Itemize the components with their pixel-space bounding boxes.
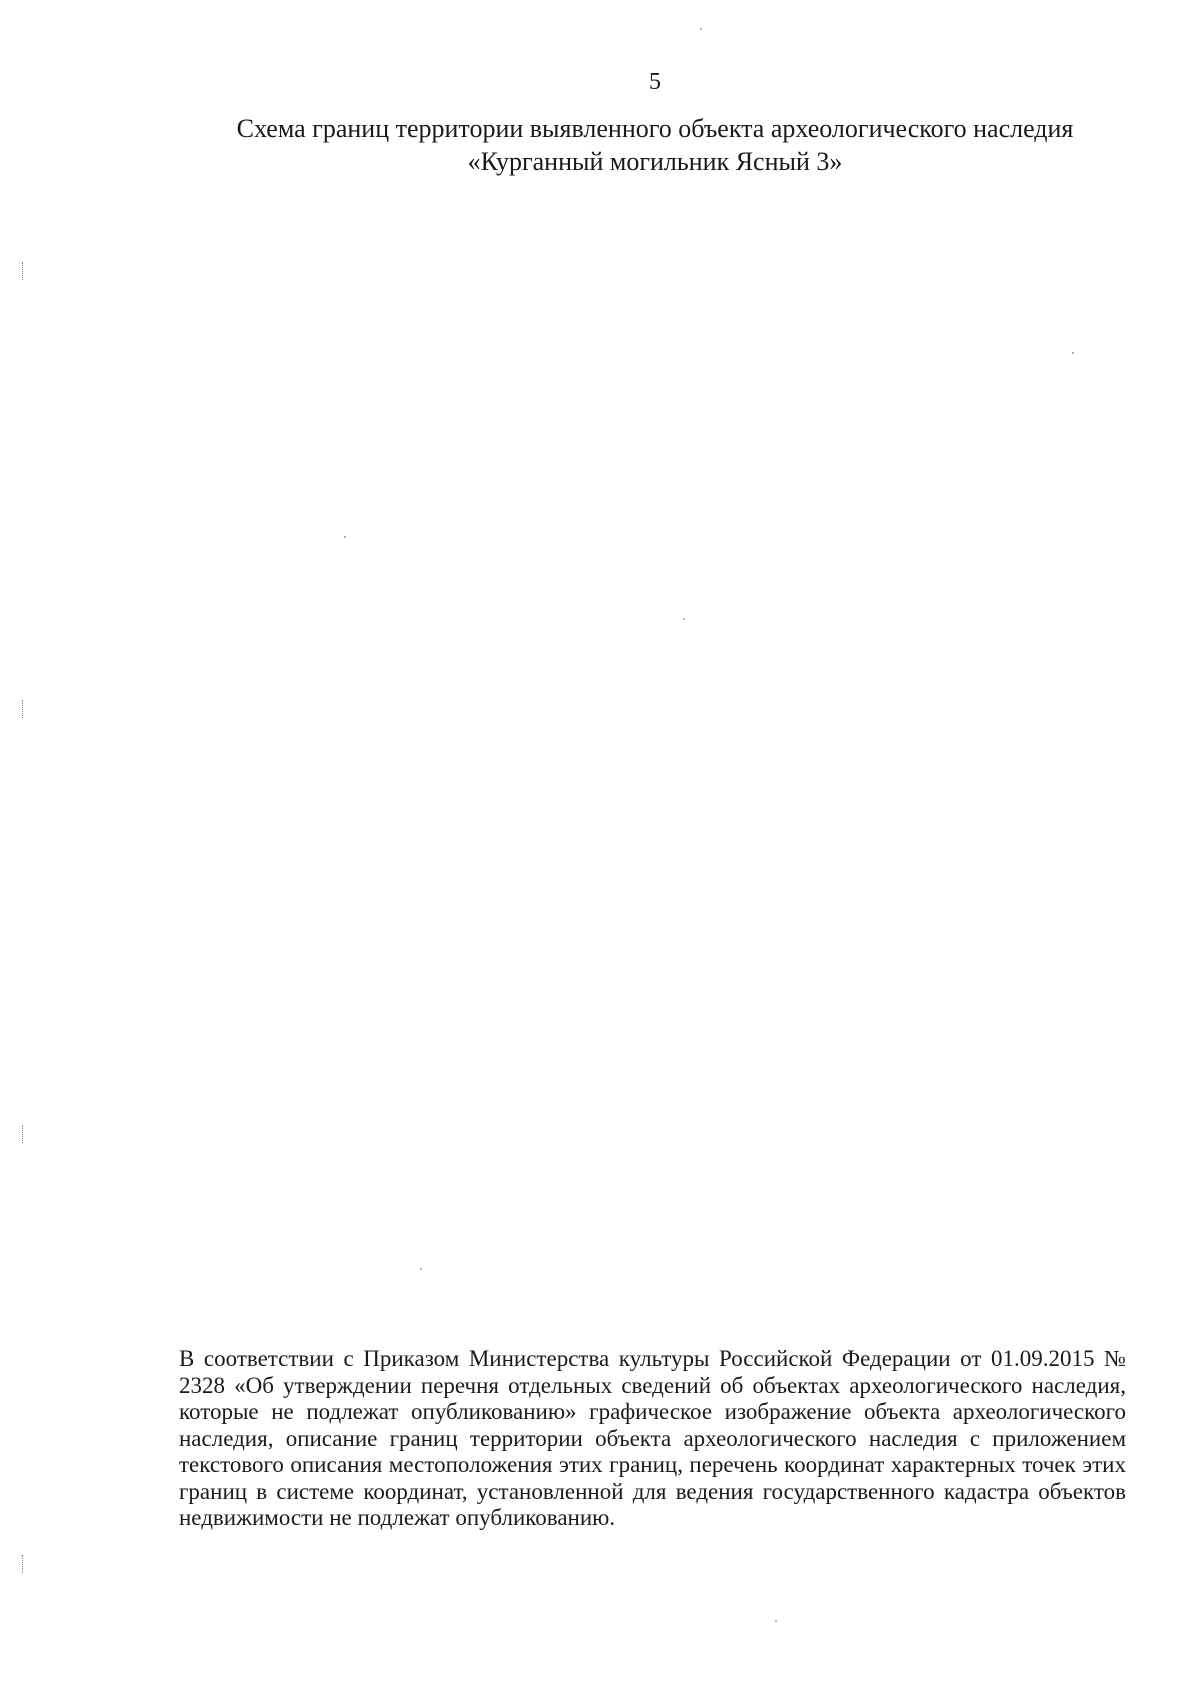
scan-artifact bbox=[22, 1555, 25, 1573]
scan-artifact bbox=[22, 700, 25, 718]
scan-artifact bbox=[22, 262, 25, 280]
scan-speck bbox=[683, 618, 685, 620]
scan-speck bbox=[344, 536, 346, 538]
scan-artifact bbox=[22, 1125, 25, 1143]
scan-speck bbox=[1072, 352, 1074, 354]
scan-speck bbox=[420, 1268, 422, 1270]
title-line-1: Схема границ территории выявленного объекта археологического наследия bbox=[236, 114, 1074, 143]
document-title bbox=[150, 112, 1160, 178]
title-line-2: «Курганный могильник Ясный 3» bbox=[467, 147, 843, 176]
scan-speck bbox=[700, 28, 702, 30]
scan-speck bbox=[775, 1620, 777, 1622]
publication-restriction-notice: В соответствии с Приказом Министерства культуры Российской Федерации от 01.09.2015 № 2328 «Об утверждении перечня отдельных сведений об объектах археологического наследия, которые не подлежат опубликованию» графическое изображение объекта археологического наследия, описание границ территории объекта археологического наследия с приложением текстового описания местоположения этих границ, перечень координат характерных точек этих границ в системе координат, установленной для ведения государственного кадастра объектов недвижимости не подлежат опубликованию. bbox=[179, 1346, 1126, 1530]
scheme-blank-area bbox=[165, 200, 1125, 1320]
page-number: 5 bbox=[649, 69, 661, 95]
